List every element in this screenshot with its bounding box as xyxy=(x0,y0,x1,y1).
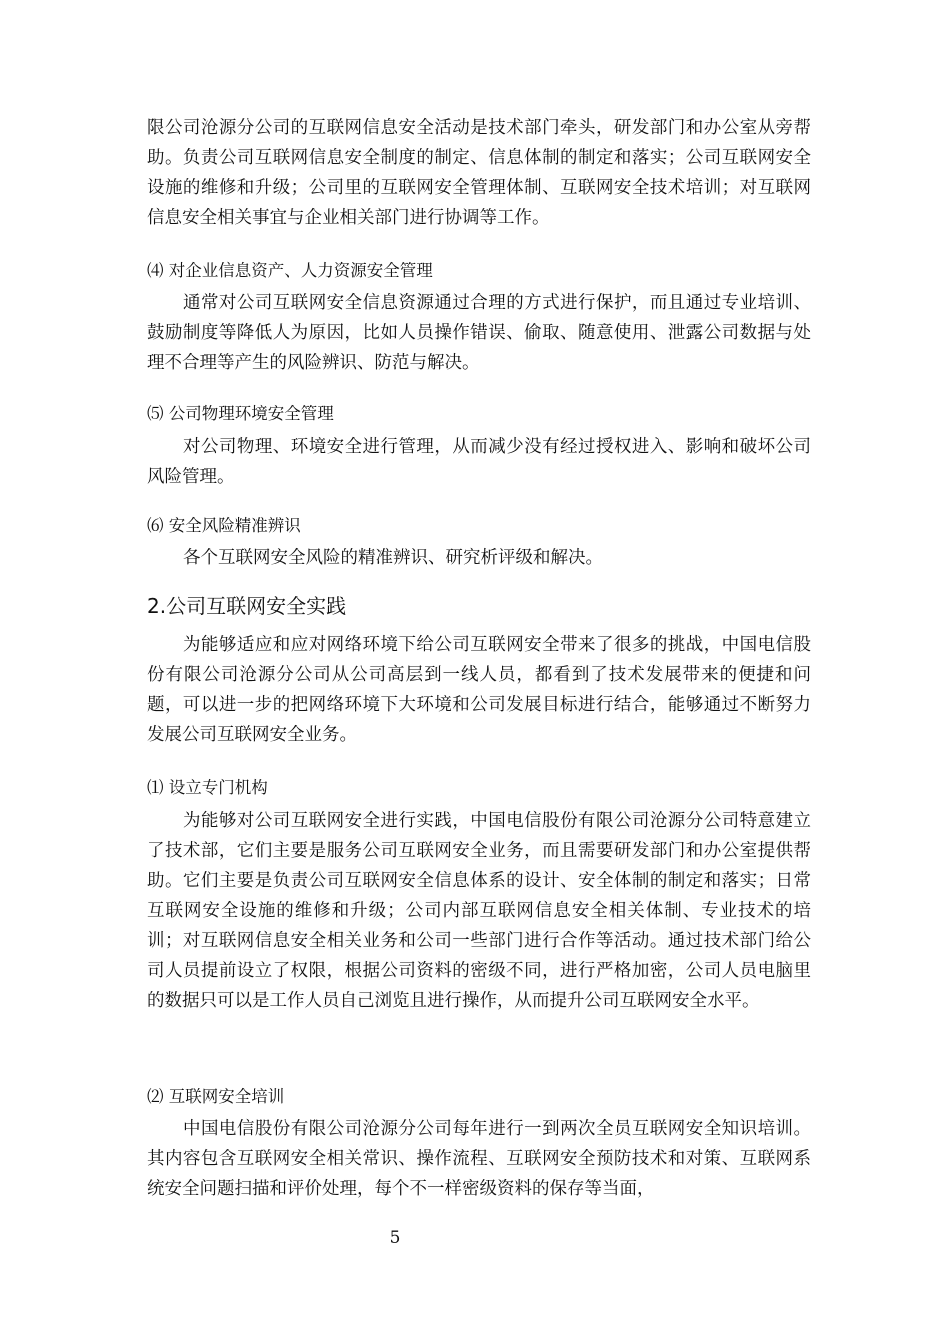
subheading-text: ⑵ 互联网安全培训 xyxy=(147,1087,285,1106)
page-number: 5 xyxy=(389,1228,401,1248)
paragraph-intro xyxy=(147,113,811,233)
subheading-physical xyxy=(147,402,811,426)
paragraph-risk xyxy=(147,543,811,573)
paragraph-special-org xyxy=(147,806,811,1016)
paragraph-text: 为能够适应和应对网络环境下给公司互联网安全带来了很多的挑战，中国电信股份有限公司沧源分公司从公司高层到一线人员，都看到了技术发展带来的便捷和问题，可以进一步的把网络环境下大环境和公司发展目标进行结合，能够通过不断努力发展公司互联网安全业务。 xyxy=(147,635,811,745)
subheading-risk xyxy=(147,514,811,538)
paragraph-info-assets xyxy=(147,288,811,378)
subheading-text: ⑴ 设立专门机构 xyxy=(147,778,268,797)
paragraph-text: 各个互联网安全风险的精准辨识、研究析评级和解决。 xyxy=(183,548,603,568)
paragraph-text: 对公司物理、环境安全进行管理，从而减少没有经过授权进入、影响和破坏公司风险管理。 xyxy=(147,437,811,487)
subheading-text: ⑸ 公司物理环境安全管理 xyxy=(147,404,334,423)
paragraph-text: 限公司沧源分公司的互联网信息安全活动是技术部门牵头，研发部门和办公室从旁帮助。负责公司互联网信息安全制度的制定、信息体制的制定和落实；公司互联网安全设施的维修和升级；公司里的互联网安全管理体制、互联网安全技术培训；对互联网信息安全相关事宜与企业相关部门进行协调等工作。 xyxy=(147,118,811,228)
subheading-text: ⑷ 对企业信息资产、人力资源安全管理 xyxy=(147,261,433,280)
paragraph-text: 通常对公司互联网安全信息资源通过合理的方式进行保护，而且通过专业培训、鼓励制度等降低人为原因，比如人员操作错误、偷取、随意使用、泄露公司数据与处理不合理等产生的风险辨识、防范与解决。 xyxy=(147,293,811,373)
paragraph-text: 中国电信股份有限公司沧源分公司每年进行一到两次全员互联网安全知识培训。其内容包含互联网安全相关常识、操作流程、互联网安全预防技术和对策、互联网系统安全问题扫描和评价处理，每个不一样密级资料的保存等当面， xyxy=(147,1119,811,1199)
subheading-info-assets xyxy=(147,259,811,283)
subheading-special-org xyxy=(147,776,811,800)
paragraph-practice-intro xyxy=(147,630,811,750)
paragraph-physical xyxy=(147,432,811,492)
subheading-training xyxy=(147,1085,811,1109)
section-title-text: 2.公司互联网安全实践 xyxy=(147,594,347,618)
section-title-practice xyxy=(147,591,811,621)
paragraph-text: 为能够对公司互联网安全进行实践，中国电信股份有限公司沧源分公司特意建立了技术部，它们主要是服务公司互联网安全业务，而且需要研发部门和办公室提供帮助。它们主要是负责公司互联网安全信息体系的设计、安全体制的制定和落实；日常互联网安全设施的维修和升级；公司内部互联网信息安全相关体制、专业技术的培训；对互联网信息安全相关业务和公司一些部门进行合作等活动。通过技术部门给公司人员提前设立了权限，根据公司资料的密级不同，进行严格加密，公司人员电脑里的数据只可以是工作人员自己浏览且进行操作，从而提升公司互联网安全水平。 xyxy=(147,811,811,1011)
subheading-text: ⑹ 安全风险精准辨识 xyxy=(147,516,301,535)
paragraph-training xyxy=(147,1114,811,1204)
